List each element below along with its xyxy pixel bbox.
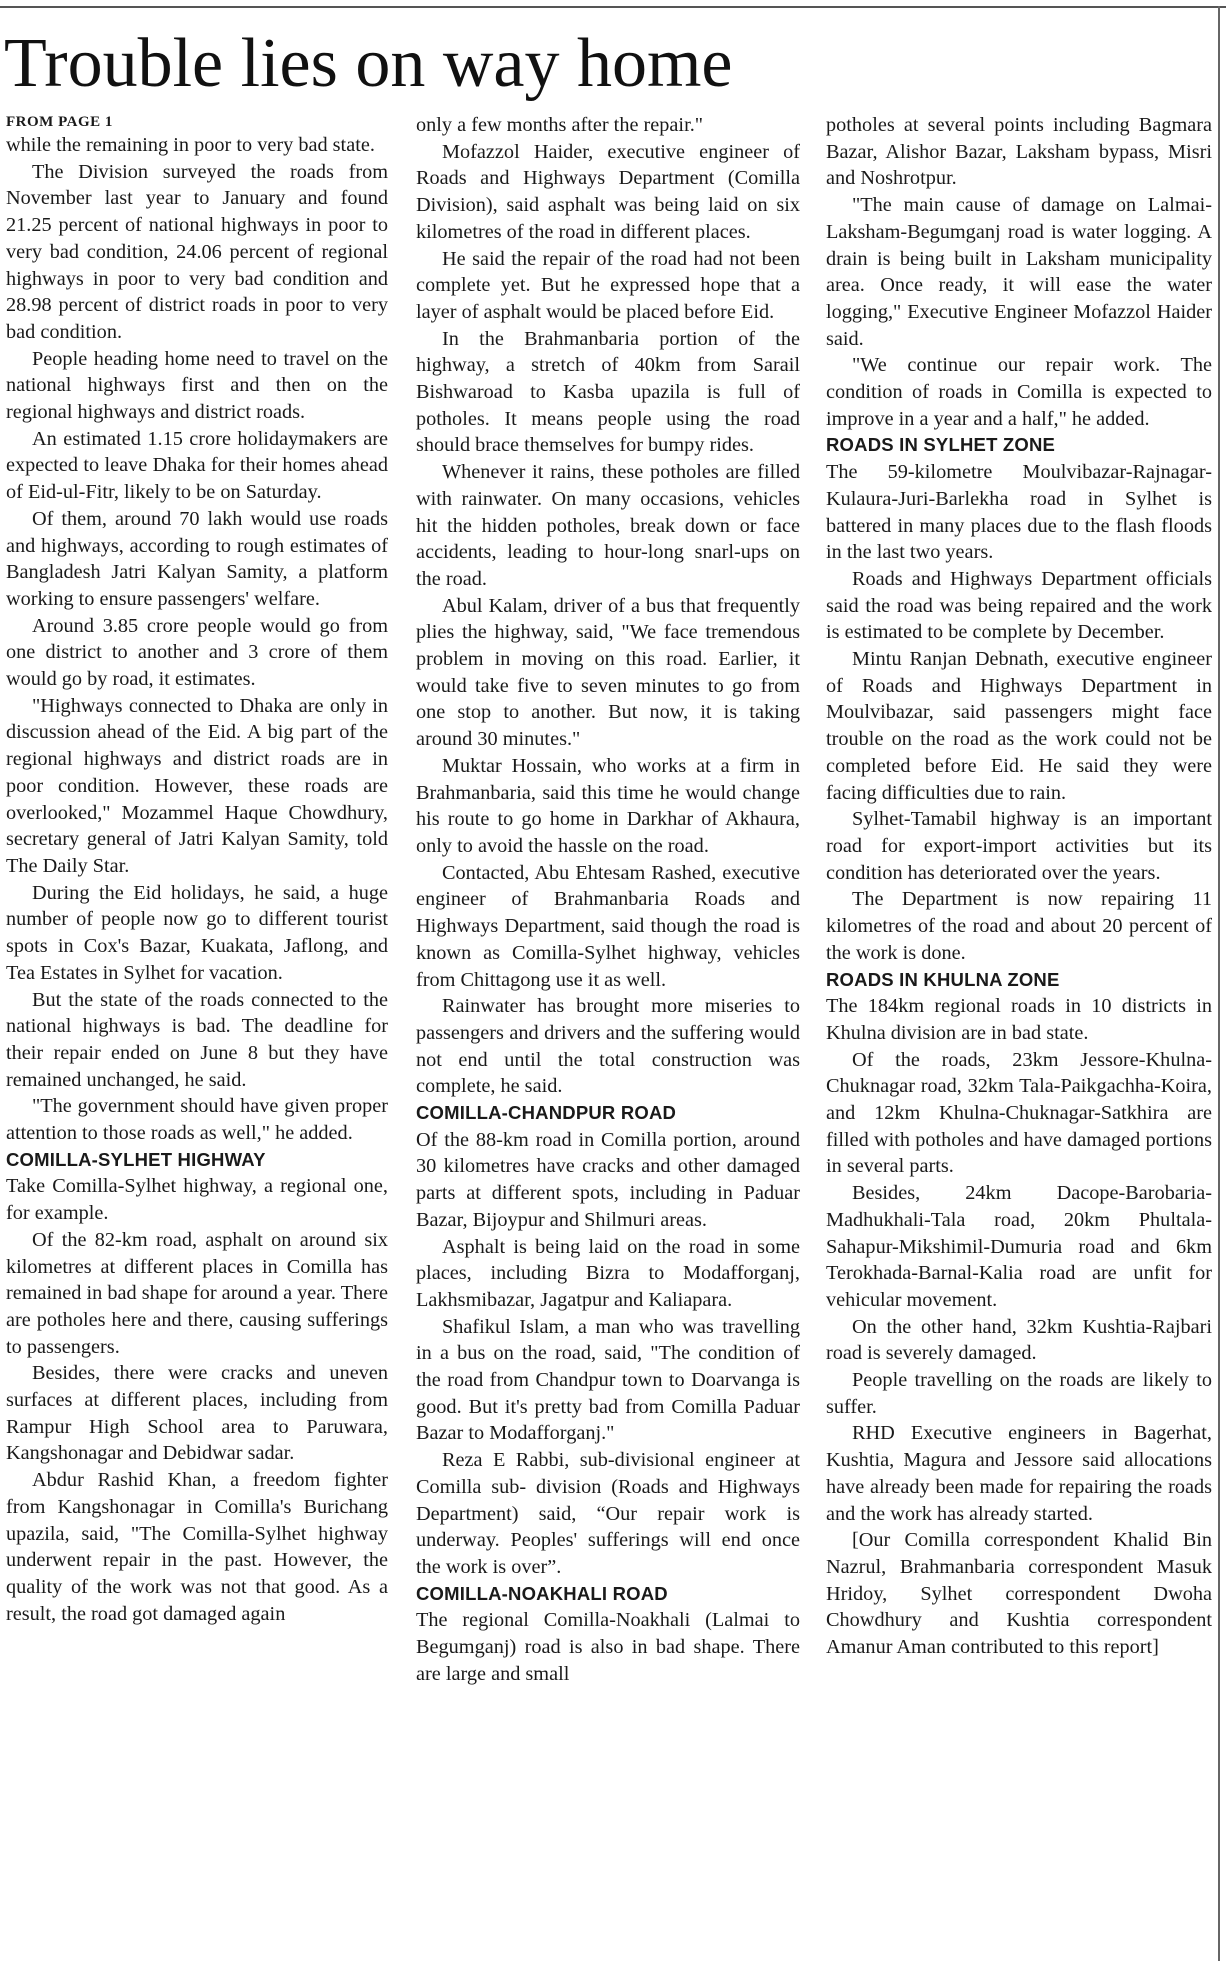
article-paragraph: An estimated 1.15 crore holidaymakers are expected to leave Dhaka for their homes ahead of Eid-ul-Fitr, likely to be on Saturday. — [6, 427, 388, 504]
article-paragraph: During the Eid holidays, he said, a huge number of people now go to different tourist spots in Cox's Bazar, Kuakata, Jaflong, and Tea Estates in Sylhet for vacation. — [6, 881, 388, 984]
article-paragraph: "We continue our repair work. The condition of roads in Comilla is expected to improve in a year and a half," he added. — [826, 354, 1212, 430]
section-subhead: COMILLA-CHANDPUR ROAD — [416, 1102, 677, 1124]
article-column-1 — [6, 112, 388, 1958]
article-paragraph: Of the 82-km road, asphalt on around six kilometres at different places in Comilla has remained in bad shape for around a year. There are potholes here and there, causing sufferings to passengers. — [6, 1228, 388, 1358]
article-paragraph: only a few months after the repair." — [416, 114, 704, 136]
article-paragraph: Of the roads, 23km Jessore-Khulna-Chuknagar road, 32km Tala-Paikgachha-Koira, and 12km Khulna-Chuknagar-Satkhira are filled with potholes and have damaged portions in several parts. — [826, 1048, 1212, 1178]
article-column-2 — [416, 112, 800, 1958]
article-paragraph: "The government should have given proper attention to those roads as well," he added. — [6, 1095, 388, 1145]
article-paragraph: Of the 88-km road in Comilla portion, around 30 kilometres have cracks and other damaged parts at different spots, including in Paduar Bazar, Bijoypur and Shilmuri areas. — [416, 1128, 800, 1231]
article-paragraph: Of them, around 70 lakh would use roads and highways, according to rough estimates of Bangladesh Jatri Kalyan Samity, a platform working to ensure passengers' welfare. — [6, 507, 388, 610]
article-paragraph: The Division surveyed the roads from November last year to January and found 21.25 percent of national highways in poor to very bad condition, 24.06 percent of regional highways in poor to very bad condition and 28.98 percent of district roads in poor to very bad condition. — [6, 160, 388, 343]
article-paragraph: Mofazzol Haider, executive engineer of Roads and Highways Department (Comilla Division), said asphalt was being laid on six kilometres of the road in different places. — [416, 140, 800, 243]
article-paragraph: Shafikul Islam, a man who was travelling in a bus on the road, said, "The condition of the road from Chandpur town to Doarvanga is good. But it's pretty bad from Comilla Paduar Bazar to Modafforganj." — [416, 1315, 800, 1445]
article-paragraph: [Our Comilla correspondent Khalid Bin Nazrul, Brahmanbaria correspondent Masuk Hridoy, Sylhet correspondent Dwoha Chowdhury and Kushtia correspondent Amanur Aman contributed to this report] — [826, 1529, 1212, 1659]
section-subhead: ROADS IN KHULNA ZONE — [826, 968, 1060, 990]
article-paragraph: On the other hand, 32km Kushtia-Rajbari road is severely damaged. — [826, 1315, 1212, 1365]
article-paragraph: Mintu Ranjan Debnath, executive engineer of Roads and Highways Department in Moulvibazar, said passengers might face trouble on the road as the work could not be completed before Eid. He said they were facing difficulties due to rain. — [826, 648, 1212, 804]
article-paragraph: "The main cause of damage on Lalmai-Laksham-Begumganj road is water logging. A drain is being built in Laksham municipality area. Once ready, it will ease the water logging," Executive Engineer Mofazzol Haider said. — [826, 194, 1212, 350]
section-subhead: COMILLA-SYLHET HIGHWAY — [6, 1148, 266, 1170]
article-paragraph: Contacted, Abu Ehtesam Rashed, executive engineer of Brahmanbaria Roads and Highways Department, said though the road is known as Comilla-Sylhet highway, vehicles from Chittagong use it as well. — [416, 861, 800, 991]
article-paragraph: Asphalt is being laid on the road in some places, including Bizra to Modafforganj, Lakhsmibazar, Jagatpur and Kaliapara. — [416, 1235, 800, 1311]
article-paragraph: The Department is now repairing 11 kilometres of the road and about 20 percent of the work is done. — [826, 888, 1212, 964]
article-paragraph: RHD Executive engineers in Bagerhat, Kushtia, Magura and Jessore said allocations have already been made for repairing the roads and the work has already started. — [826, 1422, 1212, 1525]
article-paragraph: People heading home need to travel on the national highways first and then on the regional highways and district roads. — [6, 347, 388, 424]
top-rule — [0, 6, 1226, 8]
article-paragraph: The 184km regional roads in 10 districts in Khulna division are in bad state. — [826, 995, 1212, 1044]
article-paragraph: He said the repair of the road had not been complete yet. But he expressed hope that a layer of asphalt would be placed before Eid. — [416, 247, 800, 323]
article-paragraph: Reza E Rabbi, sub-divisional engineer at Comilla sub- division (Roads and Highways Department) said, “Our repair work is underway. Peoples' sufferings will end once the work is over”. — [416, 1449, 800, 1578]
column-rule — [1218, 6, 1220, 1961]
article-paragraph: Abul Kalam, driver of a bus that frequently plies the highway, said, "We face tremendous problem in moving on this road. Earlier, it would take five to seven minutes to go from one stop to another. But now, it is taking around 30 minutes." — [416, 594, 800, 751]
article-paragraph: Abdur Rashid Khan, a freedom fighter from Kangshonagar in Comilla's Burichang upazila, said, "The Comilla-Sylhet highway underwent repair in the past. However, the quality of the work was not that good. As a result, the road got damaged again — [6, 1469, 388, 1625]
article-paragraph: potholes at several points including Bagmara Bazar, Alishor Bazar, Laksham bypass, Misri and Noshrotpur. — [826, 114, 1212, 190]
article-paragraph: But the state of the roads connected to the national highways is bad. The deadline for their repair ended on June 8 but they have remained unchanged, he said. — [6, 988, 388, 1091]
article-paragraph: The 59-kilometre Moulvibazar-Rajnagar-Kulaura-Juri-Barlekha road in Sylhet is battered in many places due to the flash floods in the last two years. — [826, 461, 1212, 564]
article-column-3 — [826, 112, 1212, 1958]
article-paragraph: Whenever it rains, these potholes are filled with rainwater. On many occasions, vehicles hit the hidden potholes, break down or face accidents, leading to hour-long snarl-ups on the road. — [416, 461, 800, 590]
article-paragraph: Besides, 24km Dacope-Barobaria-Madhukhali-Tala road, 20km Phultala-Sahapur-Mikshimil-Dumuria road and 6km Terokhada-Barnal-Kalia road are unfit for vehicular movement. — [826, 1182, 1212, 1311]
article-paragraph: The regional Comilla-Noakhali (Lalmai to Begumganj) road is also in bad shape. There are large and small — [416, 1609, 800, 1685]
article-paragraph: Muktar Hossain, who works at a firm in Brahmanbaria, said this time he would change his route to go home in Darkhar of Akhaura, only to avoid the hassle on the road. — [416, 754, 800, 857]
article-paragraph: Sylhet-Tamabil highway is an important road for export-import activities but its condition has deteriorated over the years. — [826, 808, 1212, 884]
article-headline: Trouble lies on way home — [4, 25, 733, 102]
article-paragraph: Roads and Highways Department officials said the road was being repaired and the work is estimated to be complete by December. — [826, 567, 1212, 644]
article-paragraph: "Highways connected to Dhaka are only in discussion ahead of the Eid. A big part of the regional highways and district roads are in poor condition. However, these roads are overlooked," Mozammel Haque Chowdhury, secretary general of Jatri Kalyan Samity, told The Daily Star. — [6, 694, 388, 877]
article-paragraph: Rainwater has brought more miseries to passengers and drivers and the suffering would not end until the total construction was complete, he said. — [416, 995, 800, 1098]
from-page-kicker: FROM PAGE 1 — [6, 114, 113, 130]
article-paragraph: Around 3.85 crore people would go from one district to another and 3 crore of them would go by road, it estimates. — [6, 614, 388, 691]
article-paragraph: In the Brahmanbaria portion of the highway, a stretch of 40km from Sarail Bishwaroad to Kasba upazila is full of potholes. It means people using the road should brace themselves for bumpy rides. — [416, 327, 800, 457]
article-paragraph: while the remaining in poor to very bad state. — [6, 134, 375, 156]
section-subhead: ROADS IN SYLHET ZONE — [826, 434, 1056, 456]
article-paragraph: People travelling on the roads are likely to suffer. — [826, 1369, 1212, 1418]
article-paragraph: Take Comilla-Sylhet highway, a regional one, for example. — [6, 1175, 388, 1225]
article-paragraph: Besides, there were cracks and uneven surfaces at different places, including from Rampur High School area to Paruwara, Kangshonagar and Debidwar sadar. — [6, 1362, 388, 1465]
section-subhead: COMILLA-NOAKHALI ROAD — [416, 1582, 668, 1604]
